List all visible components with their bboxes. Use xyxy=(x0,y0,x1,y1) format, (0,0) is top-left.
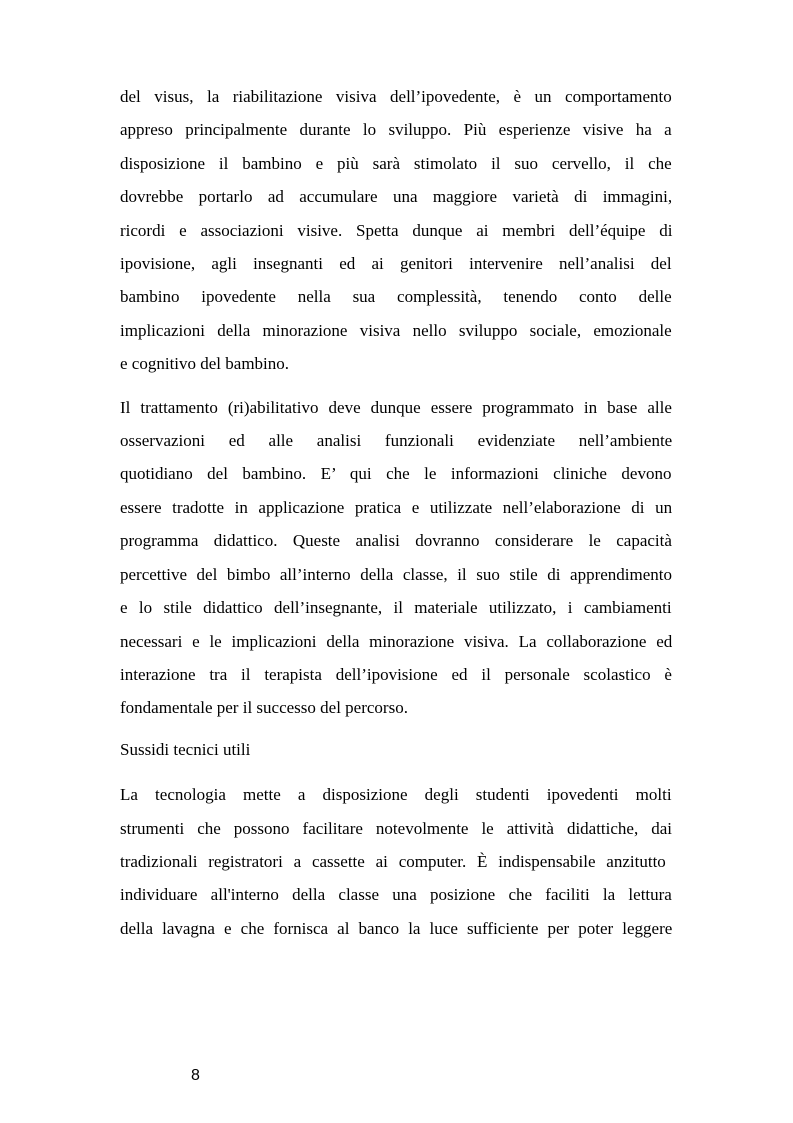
text-line: ipovisione, agli insegnanti ed ai genitori intervenire nell’analisi del xyxy=(120,254,672,274)
text-line: strumenti che possono facilitare notevolmente le attività didattiche, dai xyxy=(120,818,672,838)
text-line: dovrebbe portarlo ad accumulare una maggiore varietà di immagini, xyxy=(120,187,673,207)
text-line: disposizione il bambino e più sarà stimolato il suo cervello, il che xyxy=(120,153,672,173)
text-line: individuare all'interno della classe una posizione che faciliti la lettura xyxy=(120,885,672,905)
text-line: fondamentale per il successo del percorso. xyxy=(120,698,408,718)
section-heading: Sussidi tecnici utili xyxy=(120,739,251,759)
text-line: implicazioni della minorazione visiva nello sviluppo sociale, emozionale xyxy=(120,320,672,340)
text-line: e cognitivo del bambino. xyxy=(120,354,290,374)
text-line: La tecnologia mette a disposizione degli studenti ipovedenti molti xyxy=(120,785,672,805)
text-line: interazione tra il terapista dell’ipovisione ed il personale scolastico è xyxy=(120,664,672,684)
text-line: ricordi e associazioni visive. Spetta dunque ai membri dell’équipe di xyxy=(120,220,673,240)
text-line: essere tradotte in applicazione pratica e utilizzate nell’elaborazione di un xyxy=(120,497,673,517)
paragraph-2 xyxy=(120,391,672,725)
text-line: Il trattamento (ri)abilitativo deve dunque essere programmato in base alle xyxy=(120,397,672,417)
page-number: 8 xyxy=(191,1067,200,1084)
text-line: tradizionali registratori a cassette ai computer. È indispensabile anzitutto xyxy=(120,851,666,871)
text-line: appreso principalmente durante lo sviluppo. Più esperienze visive ha a xyxy=(120,120,672,140)
text-line: programma didattico. Queste analisi dovranno considerare le capacità xyxy=(120,531,672,551)
text-line: quotidiano del bambino. E’ qui che le informazioni cliniche devono xyxy=(120,464,672,484)
text-line: della lavagna e che fornisca al banco la luce sufficiente per poter leggere xyxy=(120,918,673,938)
text-line: percettive del bimbo all’interno della classe, il suo stile di apprendimento xyxy=(120,564,672,584)
paragraph-3 xyxy=(120,778,672,945)
text-line: e lo stile didattico dell’insegnante, il materiale utilizzato, i cambiamenti xyxy=(120,598,672,618)
text-line: osservazioni ed alle analisi funzionali evidenziate nell’ambiente xyxy=(120,431,673,451)
paragraph-1 xyxy=(120,80,672,381)
text-line: bambino ipovedente nella sua complessità, tenendo conto delle xyxy=(120,287,672,307)
body-text xyxy=(120,80,672,945)
text-line: del visus, la riabilitazione visiva dell’ipovedente, è un comportamento xyxy=(120,87,672,106)
text-line: necessari e le implicazioni della minorazione visiva. La collaborazione ed xyxy=(120,631,673,651)
